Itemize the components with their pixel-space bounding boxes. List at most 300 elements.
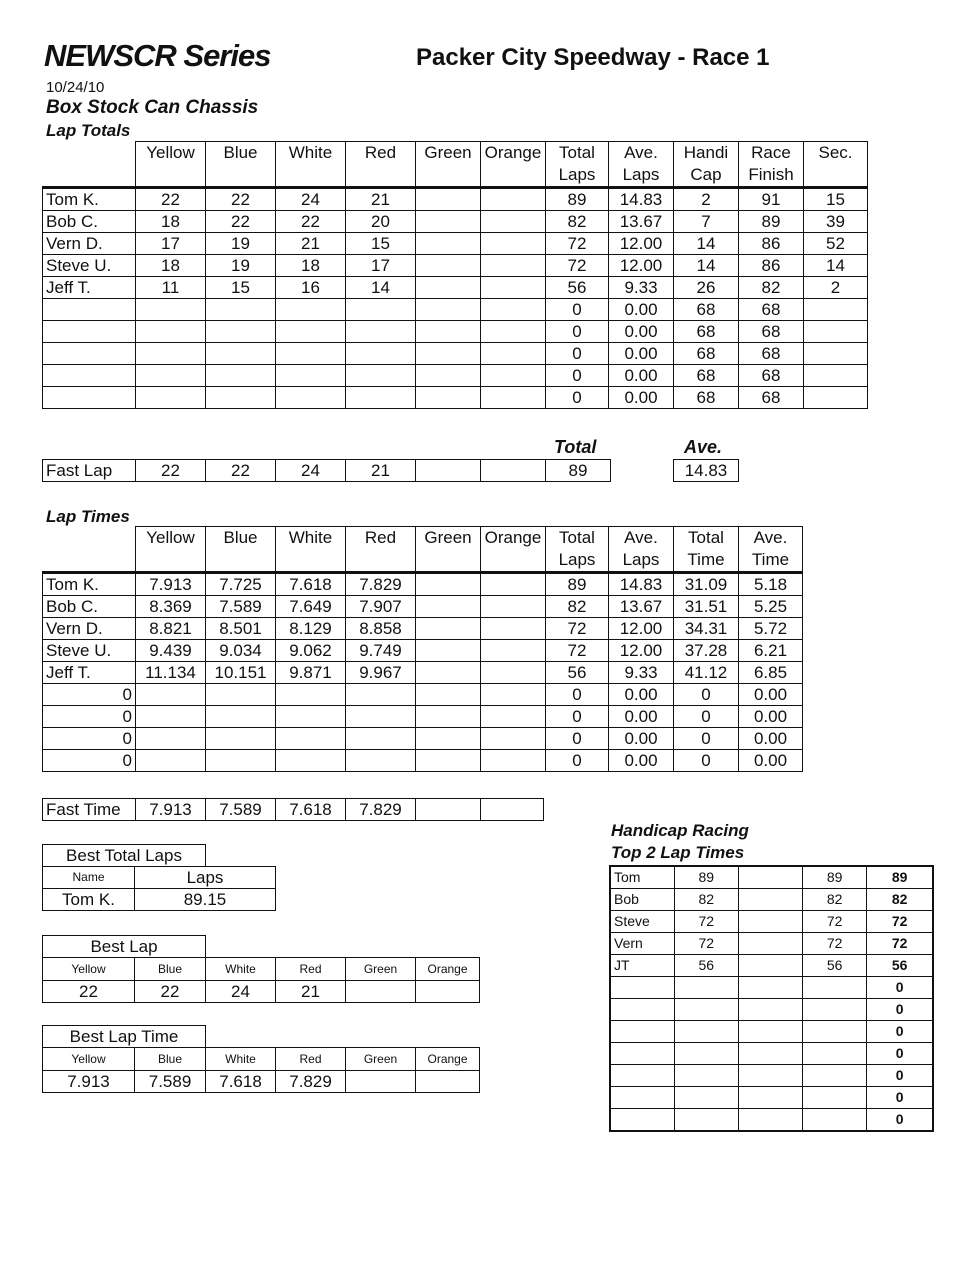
- best-lap-header-row: [43, 958, 480, 981]
- handicap-name-cell: [610, 977, 674, 999]
- lap-totals-cell: 0: [546, 343, 609, 365]
- handicap-cell: [803, 1109, 867, 1132]
- lap-times-cell: 7.649: [276, 596, 346, 618]
- lap-totals-cell: [136, 321, 206, 343]
- lap-totals-row: [43, 211, 868, 233]
- lap-totals-cell: 68: [739, 299, 804, 321]
- best-lap-header-cell: Orange: [416, 958, 480, 981]
- handicap-total-cell: 0: [867, 977, 933, 999]
- lap-totals-header-text: Sec.: [818, 143, 853, 162]
- fast-time-table: [42, 798, 544, 821]
- lap-times-cell: 9.034: [206, 640, 276, 662]
- best-lap-cell: 22: [43, 981, 135, 1003]
- lap-totals-cell: [276, 321, 346, 343]
- lap-totals-cell: [276, 387, 346, 409]
- fast-lap-table: [42, 459, 739, 482]
- best-lap-header-cell: Blue: [135, 958, 206, 981]
- lap-totals-driver-cell: [43, 387, 136, 409]
- lap-totals-cell: 7: [674, 211, 739, 233]
- handicap-cell: 72: [803, 933, 867, 955]
- lap-totals-header-text: Cap: [690, 165, 722, 184]
- best-total-laps-value: 89.15: [135, 889, 276, 911]
- handicap-cell: [738, 1043, 802, 1065]
- lap-times-cell: 72: [546, 618, 609, 640]
- handicap-name-cell: [610, 999, 674, 1021]
- lap-times-cell: 14.83: [609, 573, 674, 596]
- lap-totals-cell: [416, 343, 481, 365]
- lap-totals-cell: 52: [804, 233, 868, 255]
- lap-times-header-text: Total: [688, 528, 724, 547]
- lap-times-header-text: White: [288, 528, 333, 547]
- lap-times-header-cell: [206, 527, 276, 573]
- lap-times-cell: 0: [546, 684, 609, 706]
- lap-totals-header-text: Blue: [223, 143, 258, 162]
- lap-totals-driver-cell: [43, 299, 136, 321]
- lap-totals-cell: 14: [674, 233, 739, 255]
- lap-times-header-cell: [739, 527, 803, 573]
- handicap-cell: [674, 1065, 738, 1087]
- lap-times-header-blank: [43, 527, 136, 573]
- handicap-cell: [738, 911, 802, 933]
- lap-totals-cell: 18: [136, 211, 206, 233]
- best-lap-blank: [276, 936, 346, 958]
- lap-totals-cell: [346, 365, 416, 387]
- lap-times-cell: 7.725: [206, 573, 276, 596]
- lap-times-driver-cell: Bob C.: [43, 596, 136, 618]
- lap-totals-cell: 17: [346, 255, 416, 277]
- handicap-cell: [803, 977, 867, 999]
- lap-totals-cell: [481, 321, 546, 343]
- lap-totals-cell: [481, 255, 546, 277]
- lap-times-row: [43, 596, 803, 618]
- handicap-cell: 72: [803, 911, 867, 933]
- lap-totals-cell: 91: [739, 188, 804, 211]
- lap-totals-row: [43, 321, 868, 343]
- lap-times-header-cell: [276, 527, 346, 573]
- handicap-cell: [738, 1021, 802, 1043]
- lap-totals-header-text: Green: [424, 143, 472, 162]
- handicap-cell: [674, 977, 738, 999]
- handicap-cell: 89: [674, 866, 738, 889]
- lap-totals-row: [43, 233, 868, 255]
- handicap-cell: [738, 955, 802, 977]
- handicap-cell: 56: [674, 955, 738, 977]
- handicap-cell: [738, 933, 802, 955]
- handicap-name-cell: Steve: [610, 911, 674, 933]
- lap-times-row: [43, 750, 803, 772]
- lap-totals-cell: [481, 343, 546, 365]
- lap-totals-row: [43, 365, 868, 387]
- fast-lap-cell: 22: [206, 460, 276, 482]
- handicap-cell: [803, 999, 867, 1021]
- fast-lap-cell: 24: [276, 460, 346, 482]
- lap-totals-cell: 82: [546, 211, 609, 233]
- lap-times-cell: [416, 618, 481, 640]
- lap-times-cell: 5.18: [739, 573, 803, 596]
- fast-lap-gap: [611, 460, 674, 482]
- lap-times-header-cell: [416, 527, 481, 573]
- lap-times-cell: 0: [674, 728, 739, 750]
- best-lap-cell: 24: [206, 981, 276, 1003]
- lap-times-header-row: [43, 527, 803, 573]
- lap-totals-cell: 0.00: [609, 299, 674, 321]
- lap-totals-cell: 0: [546, 321, 609, 343]
- lap-times-cell: [346, 750, 416, 772]
- fast-lap-cell: 21: [346, 460, 416, 482]
- lap-totals-cell: 68: [674, 365, 739, 387]
- handicap-cell: [738, 866, 802, 889]
- lap-totals-cell: [346, 343, 416, 365]
- lap-totals-cell: [276, 365, 346, 387]
- handicap-cell: [738, 1109, 802, 1132]
- lap-times-cell: 7.913: [136, 573, 206, 596]
- fast-lap-row: [43, 460, 739, 482]
- lap-times-cell: 0.00: [739, 728, 803, 750]
- race-date: 10/24/10: [46, 79, 105, 96]
- lap-totals-cell: [804, 365, 868, 387]
- lap-totals-cell: 9.33: [609, 277, 674, 299]
- lap-times-cell: [136, 706, 206, 728]
- lap-totals-cell: 18: [136, 255, 206, 277]
- fast-lap-label: Fast Lap: [43, 460, 136, 482]
- lap-totals-cell: 11: [136, 277, 206, 299]
- lap-times-cell: 9.439: [136, 640, 206, 662]
- best-lap-time-cell: [416, 1071, 480, 1093]
- lap-times-cell: 0: [546, 728, 609, 750]
- lap-totals-cell: 19: [206, 255, 276, 277]
- handicap-name-cell: JT: [610, 955, 674, 977]
- lap-times-driver-cell: 0: [43, 684, 136, 706]
- lap-totals-cell: 22: [276, 211, 346, 233]
- handicap-name-cell: [610, 1109, 674, 1132]
- lap-totals-cell: 21: [346, 188, 416, 211]
- lap-times-cell: 0.00: [609, 706, 674, 728]
- lap-times-cell: 82: [546, 596, 609, 618]
- lap-times-cell: [481, 640, 546, 662]
- lap-times-cell: 7.618: [276, 573, 346, 596]
- handicap-cell: [738, 999, 802, 1021]
- lap-totals-cell: 15: [804, 188, 868, 211]
- best-lap-blank: [416, 936, 480, 958]
- lap-totals-driver-cell: [43, 321, 136, 343]
- lap-totals-header-cell: [136, 142, 206, 188]
- lap-totals-header-cell: [739, 142, 804, 188]
- lap-totals-header-text: Handi: [683, 143, 729, 162]
- handicap-total-cell: 82: [867, 889, 933, 911]
- lap-totals-cell: [136, 299, 206, 321]
- handicap-cell: [738, 977, 802, 999]
- best-total-laps-laps-label: Laps: [135, 867, 276, 889]
- lap-totals-cell: [804, 343, 868, 365]
- lap-times-cell: [206, 728, 276, 750]
- lap-times-cell: [276, 750, 346, 772]
- lap-totals-driver-cell: Steve U.: [43, 255, 136, 277]
- lap-times-cell: [416, 573, 481, 596]
- lap-times-header-text: Time: [751, 550, 790, 569]
- lap-times-row: [43, 662, 803, 684]
- best-lap-time-cell: 7.589: [135, 1071, 206, 1093]
- lap-times-cell: 7.907: [346, 596, 416, 618]
- lap-times-header-cell: [674, 527, 739, 573]
- handicap-row: [610, 955, 933, 977]
- lap-times-header-text: Yellow: [146, 528, 195, 547]
- lap-times-header-text: Laps: [622, 550, 660, 569]
- lap-totals-cell: 14: [804, 255, 868, 277]
- lap-times-cell: 10.151: [206, 662, 276, 684]
- lap-times-cell: [481, 706, 546, 728]
- handicap-cell: 72: [674, 911, 738, 933]
- best-lap-blank: [346, 936, 416, 958]
- lap-totals-cell: 56: [546, 277, 609, 299]
- handicap-row: [610, 889, 933, 911]
- handicap-cell: [674, 1109, 738, 1132]
- best-lap-header-cell: Yellow: [43, 958, 135, 981]
- best-total-laps-name: Tom K.: [43, 889, 135, 911]
- lap-totals-cell: [416, 233, 481, 255]
- best-lap-cell: [346, 981, 416, 1003]
- handicap-cell: [803, 1087, 867, 1109]
- lap-totals-header-text: Laps: [622, 165, 660, 184]
- lap-totals-cell: 22: [206, 211, 276, 233]
- lap-totals-cell: 0: [546, 299, 609, 321]
- race-title: Packer City Speedway - Race 1: [416, 44, 770, 71]
- handicap-cell: 72: [674, 933, 738, 955]
- best-lap-time-cell: 7.618: [206, 1071, 276, 1093]
- fast-time-label: Fast Time: [43, 799, 136, 821]
- lap-times-cell: [481, 750, 546, 772]
- handicap-row: [610, 1109, 933, 1132]
- lap-totals-cell: [416, 188, 481, 211]
- fast-lap-cell: [481, 460, 546, 482]
- lap-totals-cell: 22: [206, 188, 276, 211]
- lap-totals-cell: [804, 299, 868, 321]
- handicap-total-cell: 89: [867, 866, 933, 889]
- lap-totals-table: [42, 141, 868, 409]
- lap-times-cell: 0: [674, 750, 739, 772]
- lap-totals-cell: 15: [346, 233, 416, 255]
- handicap-cell: [738, 1087, 802, 1109]
- lap-times-cell: [206, 706, 276, 728]
- lap-times-driver-cell: Tom K.: [43, 573, 136, 596]
- handicap-row: [610, 1021, 933, 1043]
- lap-totals-title: Lap Totals: [46, 121, 131, 140]
- handicap-name-cell: Tom: [610, 866, 674, 889]
- lap-times-cell: 11.134: [136, 662, 206, 684]
- lap-times-cell: 0.00: [739, 706, 803, 728]
- lap-times-header-cell: [481, 527, 546, 573]
- lap-totals-cell: 26: [674, 277, 739, 299]
- fast-lap-cell: 22: [136, 460, 206, 482]
- lap-totals-header-text: Total: [559, 143, 595, 162]
- lap-times-driver-cell: Steve U.: [43, 640, 136, 662]
- best-total-laps-name-label: Name: [43, 867, 135, 889]
- fast-lap-cell: [416, 460, 481, 482]
- lap-times-cell: 89: [546, 573, 609, 596]
- lap-totals-cell: 15: [206, 277, 276, 299]
- lap-totals-cell: 21: [276, 233, 346, 255]
- best-lap-time-header-cell: Red: [276, 1048, 346, 1071]
- best-lap-header-cell: Red: [276, 958, 346, 981]
- best-lap-time-blank: [206, 1026, 276, 1048]
- lap-times-cell: [481, 596, 546, 618]
- lap-totals-cell: [416, 299, 481, 321]
- lap-totals-header-text: Laps: [558, 165, 596, 184]
- lap-totals-cell: 22: [136, 188, 206, 211]
- lap-times-cell: [416, 706, 481, 728]
- lap-totals-cell: 68: [739, 321, 804, 343]
- fast-time-cell: [481, 799, 544, 821]
- lap-times-cell: 8.821: [136, 618, 206, 640]
- lap-times-driver-cell: Vern D.: [43, 618, 136, 640]
- lap-times-header-text: Orange: [484, 528, 542, 547]
- lap-totals-row: [43, 299, 868, 321]
- lap-totals-driver-cell: Bob C.: [43, 211, 136, 233]
- handicap-cell: 56: [803, 955, 867, 977]
- lap-totals-cell: [481, 299, 546, 321]
- handicap-name-cell: Vern: [610, 933, 674, 955]
- lap-totals-cell: 68: [739, 387, 804, 409]
- lap-times-cell: 9.871: [276, 662, 346, 684]
- lap-times-cell: 8.858: [346, 618, 416, 640]
- lap-totals-row: [43, 277, 868, 299]
- lap-times-cell: [346, 706, 416, 728]
- lap-times-header-text: Time: [687, 550, 725, 569]
- lap-times-cell: 37.28: [674, 640, 739, 662]
- lap-times-title: Lap Times: [46, 507, 130, 526]
- handicap-row: [610, 1065, 933, 1087]
- lap-totals-cell: [206, 299, 276, 321]
- handicap-cell: [738, 1065, 802, 1087]
- best-lap-time-title: Best Lap Time: [43, 1026, 206, 1048]
- lap-times-cell: [276, 706, 346, 728]
- lap-times-cell: 12.00: [609, 640, 674, 662]
- lap-totals-cell: 0.00: [609, 321, 674, 343]
- lap-times-cell: [136, 684, 206, 706]
- lap-totals-cell: 68: [674, 343, 739, 365]
- lap-totals-driver-cell: [43, 365, 136, 387]
- best-lap-time-header-cell: Yellow: [43, 1048, 135, 1071]
- handicap-name-cell: [610, 1043, 674, 1065]
- best-lap-time-header-cell: Orange: [416, 1048, 480, 1071]
- lap-totals-driver-cell: Tom K.: [43, 188, 136, 211]
- handicap-name-cell: [610, 1065, 674, 1087]
- lap-totals-driver-cell: [43, 343, 136, 365]
- lap-totals-cell: [416, 255, 481, 277]
- lap-totals-cell: 82: [739, 277, 804, 299]
- lap-times-cell: [481, 684, 546, 706]
- best-lap-table: [42, 935, 480, 1003]
- handicap-row: [610, 1087, 933, 1109]
- lap-totals-cell: [136, 343, 206, 365]
- lap-times-cell: 56: [546, 662, 609, 684]
- lap-times-cell: 0: [674, 706, 739, 728]
- lap-totals-cell: 2: [804, 277, 868, 299]
- lap-totals-cell: [276, 343, 346, 365]
- lap-times-cell: 0.00: [739, 684, 803, 706]
- lap-totals-cell: [481, 188, 546, 211]
- lap-times-cell: [416, 640, 481, 662]
- lap-times-cell: 5.25: [739, 596, 803, 618]
- series-title: NEWSCR Series: [44, 38, 271, 73]
- lap-times-cell: 5.72: [739, 618, 803, 640]
- lap-times-cell: 13.67: [609, 596, 674, 618]
- lap-totals-cell: 72: [546, 255, 609, 277]
- lap-times-cell: 6.21: [739, 640, 803, 662]
- lap-totals-cell: 20: [346, 211, 416, 233]
- lap-times-cell: 0: [546, 750, 609, 772]
- lap-times-header-text: Blue: [223, 528, 258, 547]
- best-lap-time-cell: 7.829: [276, 1071, 346, 1093]
- lap-times-cell: 0.00: [609, 684, 674, 706]
- lap-times-cell: [416, 662, 481, 684]
- lap-totals-cell: 72: [546, 233, 609, 255]
- lap-totals-driver-cell: Vern D.: [43, 233, 136, 255]
- handicap-total-cell: 0: [867, 1065, 933, 1087]
- handicap-cell: [738, 889, 802, 911]
- handicap-row: [610, 977, 933, 999]
- lap-totals-cell: 68: [739, 343, 804, 365]
- lap-totals-header-cell: [346, 142, 416, 188]
- lap-times-cell: [346, 728, 416, 750]
- best-lap-cell: 21: [276, 981, 346, 1003]
- fast-time-row: [43, 799, 544, 821]
- lap-times-cell: 7.589: [206, 596, 276, 618]
- lap-totals-cell: 68: [674, 299, 739, 321]
- lap-times-cell: [481, 573, 546, 596]
- lap-totals-cell: 19: [206, 233, 276, 255]
- handicap-cell: [674, 1043, 738, 1065]
- lap-totals-header-cell: [206, 142, 276, 188]
- best-lap-cell: [416, 981, 480, 1003]
- lap-times-header-cell: [609, 527, 674, 573]
- lap-times-cell: [416, 750, 481, 772]
- best-lap-time-cell: [346, 1071, 416, 1093]
- lap-totals-cell: [416, 211, 481, 233]
- lap-totals-cell: 68: [674, 387, 739, 409]
- lap-totals-cell: [481, 387, 546, 409]
- best-lap-time-header-cell: Green: [346, 1048, 416, 1071]
- handicap-row: [610, 933, 933, 955]
- lap-times-driver-cell: Jeff T.: [43, 662, 136, 684]
- best-lap-time-value-row: [43, 1071, 480, 1093]
- lap-totals-cell: [416, 277, 481, 299]
- lap-times-cell: [481, 662, 546, 684]
- best-lap-time-header-cell: Blue: [135, 1048, 206, 1071]
- lap-totals-cell: 39: [804, 211, 868, 233]
- lap-times-cell: 31.09: [674, 573, 739, 596]
- fast-time-cell: 7.589: [206, 799, 276, 821]
- lap-totals-cell: [416, 321, 481, 343]
- lap-totals-cell: 89: [739, 211, 804, 233]
- handicap-cell: 89: [803, 866, 867, 889]
- lap-totals-cell: [346, 299, 416, 321]
- fast-lap-total: 89: [546, 460, 611, 482]
- lap-totals-header-text: Finish: [748, 165, 794, 184]
- lap-times-cell: [136, 750, 206, 772]
- lap-totals-cell: [346, 321, 416, 343]
- handicap-total-cell: 56: [867, 955, 933, 977]
- lap-times-header-text: Red: [364, 528, 397, 547]
- lap-totals-cell: [481, 277, 546, 299]
- lap-totals-cell: 2: [674, 188, 739, 211]
- handicap-title: Handicap Racing: [611, 821, 749, 840]
- lap-totals-cell: [804, 387, 868, 409]
- lap-times-cell: 8.129: [276, 618, 346, 640]
- lap-totals-cell: 18: [276, 255, 346, 277]
- lap-totals-cell: [206, 321, 276, 343]
- lap-times-cell: 34.31: [674, 618, 739, 640]
- lap-totals-cell: [416, 387, 481, 409]
